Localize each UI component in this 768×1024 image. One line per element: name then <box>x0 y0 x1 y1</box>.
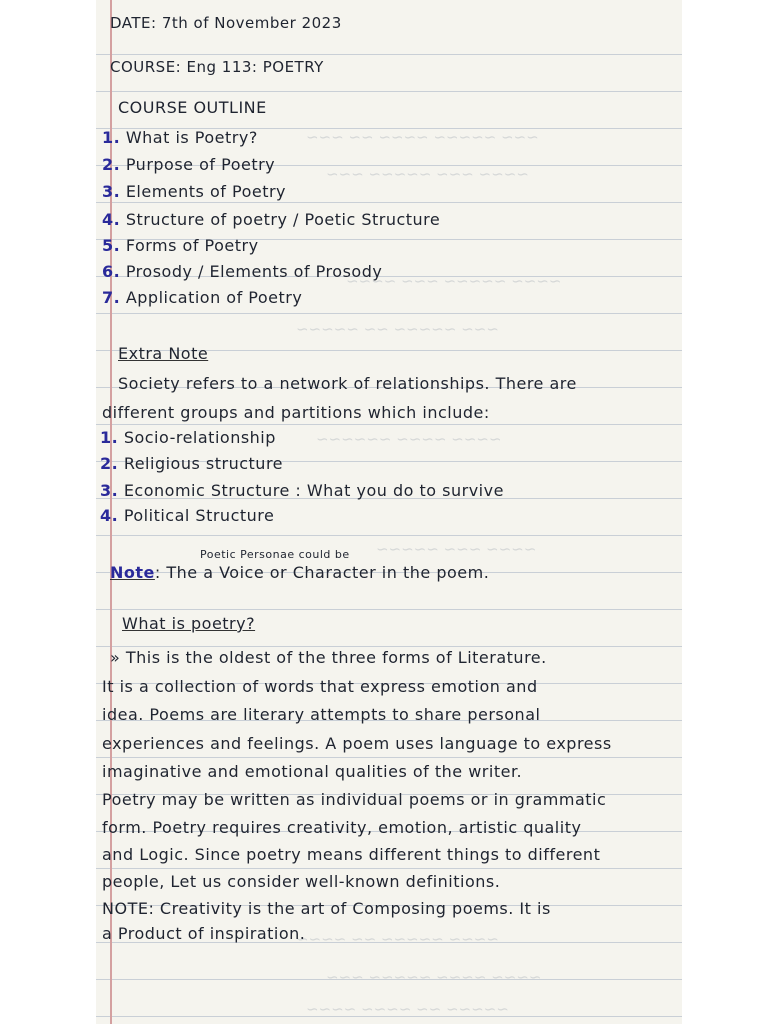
outline-item-7 <box>102 288 302 307</box>
extra-item-number: 3. <box>100 481 119 500</box>
extra-item-text: Socio-relationship <box>123 428 276 447</box>
extra-item-text: Political Structure <box>123 506 275 525</box>
outline-item-text: What is Poetry? <box>125 128 258 147</box>
note-label: Note <box>110 563 155 582</box>
section-line: It is a collection of words that express emotion and <box>102 677 538 696</box>
course-line: COURSE: Eng 113: POETRY <box>110 58 324 76</box>
outline-item-number: 3. <box>102 182 121 201</box>
extra-note-line: different groups and partitions which include: <box>102 403 490 422</box>
extra-item-text: Religious structure <box>123 454 284 473</box>
outline-item-4 <box>102 210 440 229</box>
extra-item-3 <box>100 481 504 500</box>
ghost-text: ~~~~ ~~~ ~~~~~ ~~~ <box>326 165 529 183</box>
ghost-text: ~~~~ ~~~~ ~~~~~~ <box>316 430 502 448</box>
outline-item-number: 4. <box>102 210 121 229</box>
extra-item-number: 4. <box>100 506 119 525</box>
outline-item-2 <box>102 155 275 174</box>
section-line: people, Let us consider well-known definitions. <box>102 872 501 891</box>
outline-item-text: Prosody / Elements of Prosody <box>125 262 383 281</box>
outline-item-5 <box>102 236 259 255</box>
extra-item-text: Economic Structure : What you do to survive <box>123 481 504 500</box>
outline-title: COURSE OUTLINE <box>118 98 267 117</box>
ghost-text: ~~~~ ~~~~~ ~~ ~~~~ <box>296 930 499 948</box>
outline-item-text: Structure of poetry / Poetic Structure <box>125 210 441 229</box>
outline-item-text: Application of Poetry <box>125 288 303 307</box>
outline-item-number: 7. <box>102 288 121 307</box>
outline-item-number: 6. <box>102 262 121 281</box>
background-strip <box>682 0 768 1024</box>
outline-item-3 <box>102 182 286 201</box>
outline-item-text: Elements of Poetry <box>125 182 287 201</box>
section-line: form. Poetry requires creativity, emotion, artistic quality <box>102 818 582 837</box>
outline-item-text: Forms of Poetry <box>125 236 259 255</box>
notebook-page <box>96 0 682 1024</box>
extra-note-line: Society refers to a network of relationships. There are <box>118 374 577 393</box>
extra-note-title: Extra Note <box>118 344 209 363</box>
section-line: and Logic. Since poetry means different things to different <box>102 845 601 864</box>
section-line: » This is the oldest of the three forms of Literature. <box>110 648 547 667</box>
note-text: : The a Voice or Character in the poem. <box>154 563 490 582</box>
note-line <box>110 563 489 582</box>
extra-item-number: 2. <box>100 454 119 473</box>
section-line: NOTE: Creativity is the art of Composing poems. It is <box>102 899 551 918</box>
section-line: imaginative and emotional qualities of the writer. <box>102 762 523 781</box>
extra-item-4 <box>100 506 274 525</box>
ghost-text: ~~~~~ ~~ ~~~~ ~~~~ <box>306 1000 509 1018</box>
ghost-text: ~~~ ~~~~~ ~~~~ ~~ ~~~ <box>306 128 539 146</box>
outline-item-number: 5. <box>102 236 121 255</box>
ghost-text: ~~~~ ~~~~ ~~~~~ ~~~ <box>326 968 542 986</box>
outline-item-1 <box>102 128 258 147</box>
ghost-text: ~~~~ ~~~~~ ~~~ ~~~~ <box>346 272 562 290</box>
extra-item-number: 1. <box>100 428 119 447</box>
section-line: a Product of inspiration. <box>102 924 306 943</box>
date-line: DATE: 7th of November 2023 <box>110 14 342 32</box>
extra-item-2 <box>100 454 283 473</box>
section-line: experiences and feelings. A poem uses language to express <box>102 734 612 753</box>
outline-item-number: 1. <box>102 128 121 147</box>
outline-item-number: 2. <box>102 155 121 174</box>
outline-item-text: Purpose of Poetry <box>125 155 276 174</box>
extra-item-1 <box>100 428 276 447</box>
section-line: Poetry may be written as individual poems or in grammatic <box>102 790 607 809</box>
section-line: idea. Poems are literary attempts to share personal <box>102 705 541 724</box>
ghost-text: ~~~~ ~~~ ~~~~~ <box>376 540 537 558</box>
section-title: What is poetry? <box>122 614 256 633</box>
ghost-text: ~~~ ~~~~~ ~~ ~~~~~ <box>296 320 499 338</box>
outline-item-6 <box>102 262 382 281</box>
note-superscript: Poetic Personae could be <box>200 548 350 561</box>
